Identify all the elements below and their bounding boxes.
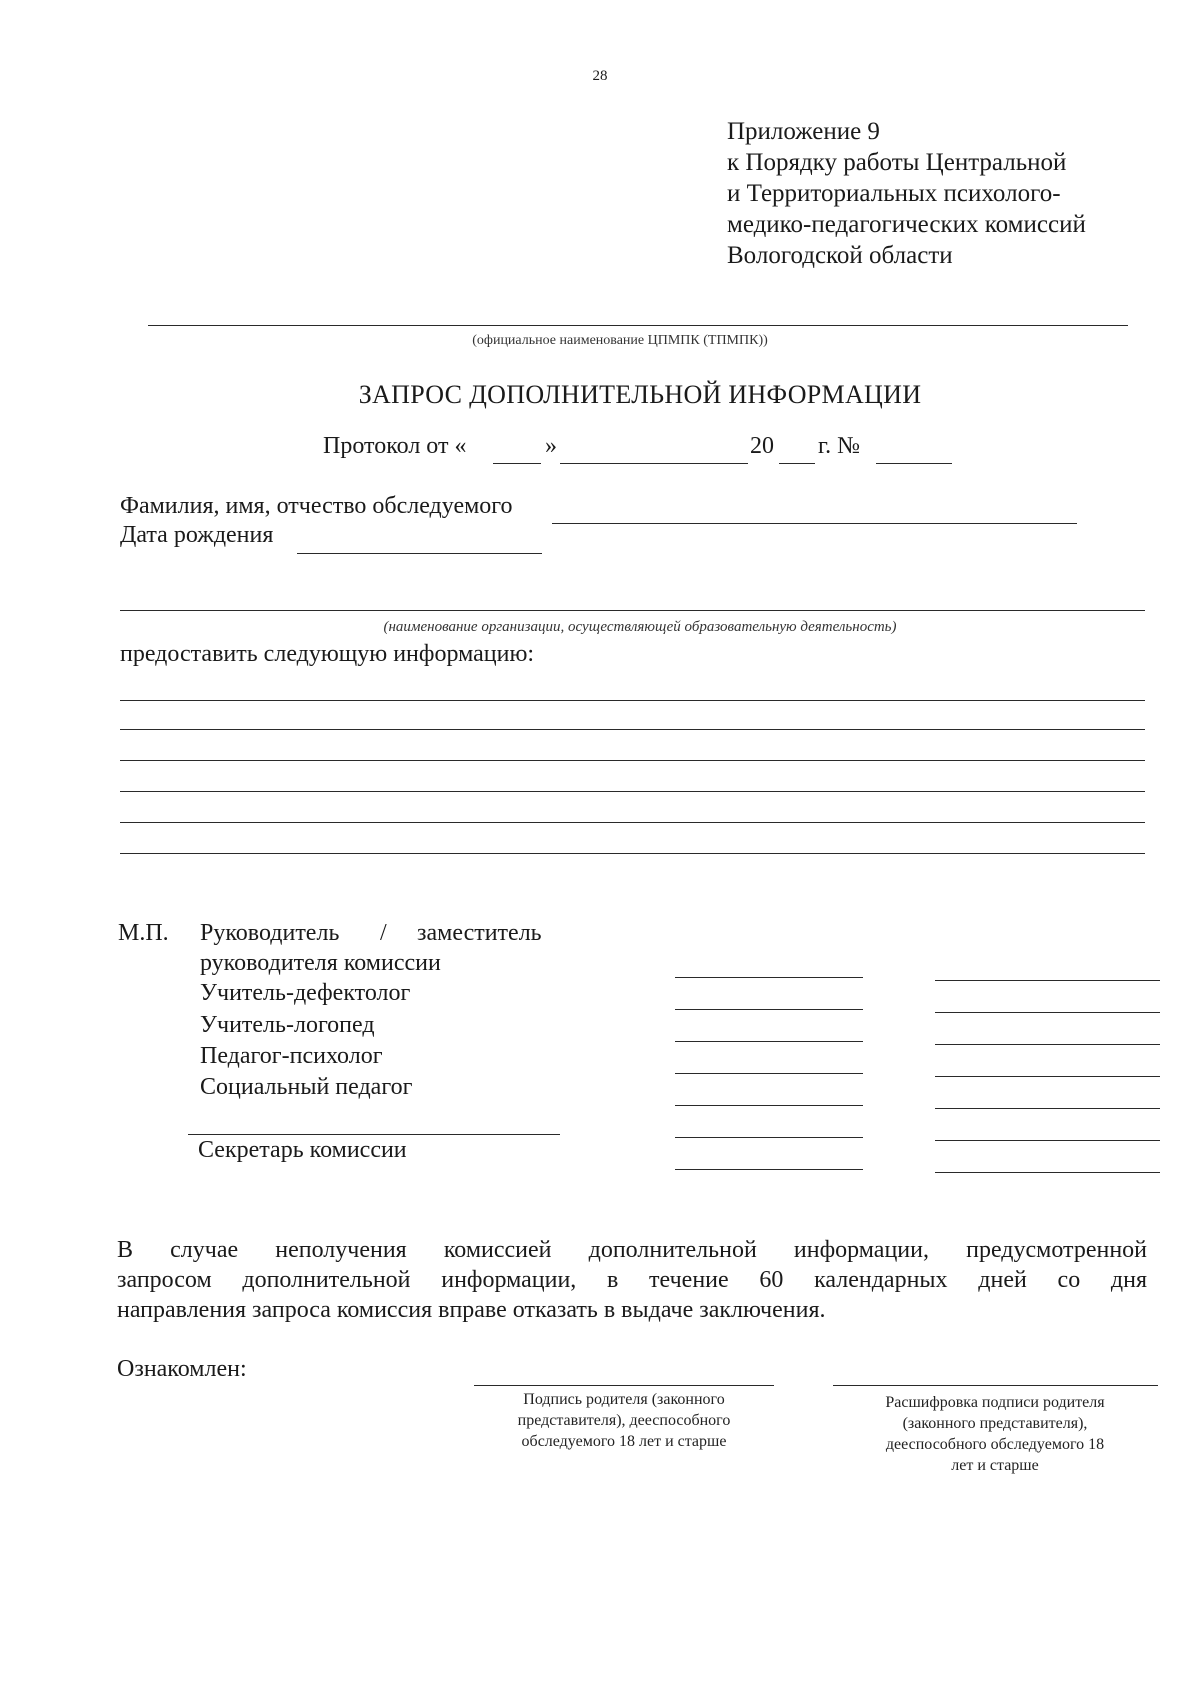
signature-field[interactable] <box>675 1169 863 1170</box>
signature-field[interactable] <box>675 1073 863 1074</box>
fio-label: Фамилия, имя, отчество обследуемого <box>120 493 513 519</box>
appendix-line: к Порядку работы Центральной <box>727 149 1067 176</box>
notice-paragraph <box>117 1235 1147 1325</box>
organization-name-field[interactable] <box>120 610 1145 611</box>
birth-date-label: Дата рождения <box>120 522 274 548</box>
caption-line: дееспособного обследуемого 18 <box>885 1436 1105 1453</box>
info-line[interactable] <box>120 791 1145 792</box>
signature-decode-field[interactable] <box>935 1076 1160 1077</box>
signature-field[interactable] <box>675 1041 863 1042</box>
parent-decode-caption <box>825 1392 1165 1476</box>
org-official-name-caption: (официальное наименование ЦПМПК (ТПМПК)) <box>472 333 768 348</box>
provide-info-label: предоставить следующую информацию: <box>120 641 535 667</box>
protocol-label: Протокол от « <box>323 433 467 459</box>
signature-decode-field[interactable] <box>935 1140 1160 1141</box>
protocol-number-field[interactable] <box>876 463 952 464</box>
defectologist-label: Учитель-дефектолог <box>200 980 411 1006</box>
stamp-label: М.П. <box>118 920 169 946</box>
secretary-label: Секретарь комиссии <box>198 1137 407 1163</box>
appendix-line: Приложение 9 <box>727 118 880 145</box>
appendix-line: Вологодской области <box>727 242 953 269</box>
info-line[interactable] <box>120 760 1145 761</box>
parent-signature-field[interactable] <box>474 1385 774 1386</box>
caption-line: Расшифровка подписи родителя <box>885 1394 1105 1411</box>
head-label-line2: руководителя комиссии <box>200 950 441 976</box>
protocol-year-prefix: 20 <box>750 433 774 459</box>
signature-decode-field[interactable] <box>935 980 1160 981</box>
caption-line: обследуемого 18 лет и старше <box>521 1433 727 1450</box>
notice-line: направления запроса комиссия вправе отказать в выдаче заключения. <box>117 1297 826 1323</box>
secretary-name-field[interactable] <box>188 1134 560 1135</box>
info-line[interactable] <box>120 700 1145 701</box>
signature-decode-field[interactable] <box>935 1172 1160 1173</box>
head-label-part: Руководитель <box>200 920 340 946</box>
notice-line: В случае неполучения комиссией дополнительной информации, предусмотренной <box>117 1237 1147 1263</box>
caption-line: лет и старше <box>951 1457 1039 1474</box>
signature-field[interactable] <box>675 1137 863 1138</box>
parent-signature-caption <box>464 1389 784 1452</box>
organization-name-caption: (наименование организации, осуществляющей образовательную деятельность) <box>383 619 897 635</box>
appendix-line: и Территориальных психолого- <box>727 180 1061 207</box>
signature-field[interactable] <box>675 1009 863 1010</box>
signature-field[interactable] <box>675 1105 863 1106</box>
caption-line: представителя), дееспособного <box>517 1412 731 1429</box>
psychologist-label: Педагог-психолог <box>200 1043 383 1069</box>
protocol-quote-close: » <box>545 433 557 459</box>
caption-line: Подпись родителя (законного <box>523 1391 725 1408</box>
protocol-day-field[interactable] <box>493 463 541 464</box>
social-pedagogue-label: Социальный педагог <box>200 1074 413 1100</box>
page-number: 28 <box>592 68 608 84</box>
signature-decode-field[interactable] <box>935 1044 1160 1045</box>
info-line[interactable] <box>120 729 1145 730</box>
signature-field[interactable] <box>675 977 863 978</box>
org-official-name-field[interactable] <box>148 325 1128 326</box>
signature-decode-field[interactable] <box>935 1108 1160 1109</box>
head-label-part: заместитель <box>417 920 542 946</box>
fio-field[interactable] <box>552 523 1077 524</box>
protocol-year-field[interactable] <box>779 463 815 464</box>
speech-therapist-label: Учитель-логопед <box>200 1012 375 1038</box>
head-label-part: / <box>380 920 387 946</box>
protocol-number-label: г. № <box>818 433 861 459</box>
notice-line: запросом дополнительной информации, в течение 60 календарных дней со дня <box>117 1267 1147 1293</box>
document-title: ЗАПРОС ДОПОЛНИТЕЛЬНОЙ ИНФОРМАЦИИ <box>358 380 922 409</box>
acknowledged-label: Ознакомлен: <box>117 1356 247 1382</box>
protocol-month-field[interactable] <box>560 463 748 464</box>
appendix-header <box>727 116 1086 271</box>
caption-line: (законного представителя), <box>902 1415 1088 1432</box>
appendix-line: медико-педагогических комиссий <box>727 211 1086 238</box>
info-line[interactable] <box>120 822 1145 823</box>
birth-date-field[interactable] <box>297 553 542 554</box>
info-line[interactable] <box>120 853 1145 854</box>
signature-decode-field[interactable] <box>935 1012 1160 1013</box>
parent-decode-field[interactable] <box>833 1385 1158 1386</box>
